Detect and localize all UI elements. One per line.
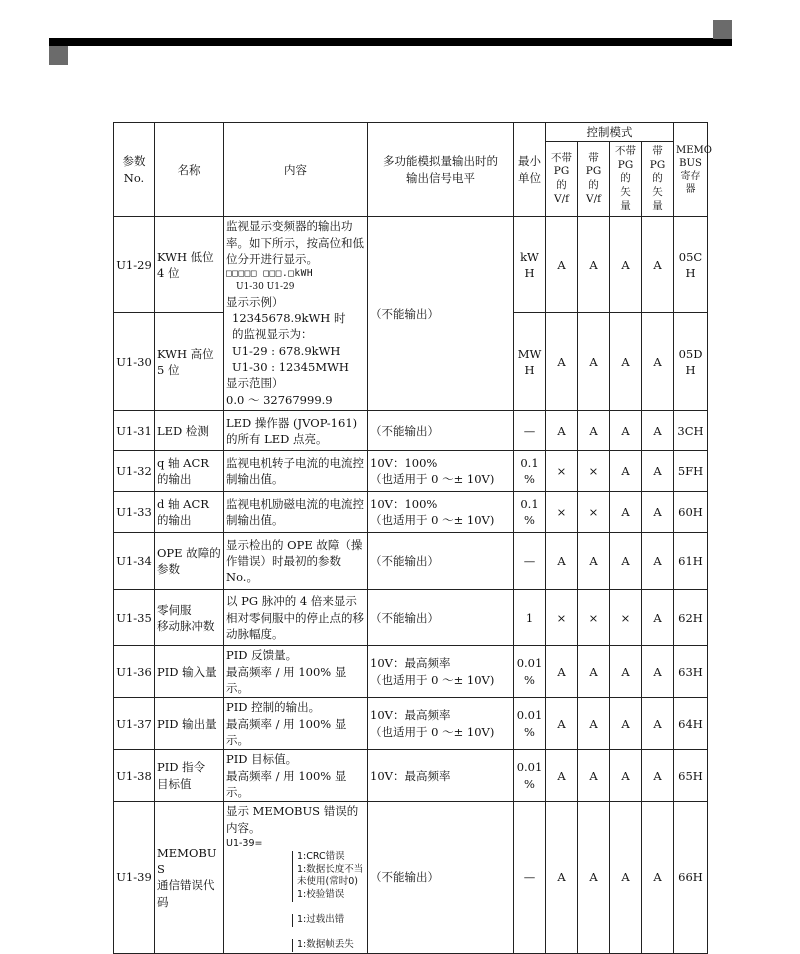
- row-register: 62H: [674, 590, 708, 646]
- row-mode-vf-pg: A: [578, 802, 610, 953]
- table-row: [114, 750, 708, 802]
- row-unit: 0.1 %: [514, 451, 546, 492]
- row-mode-vf-pg: A: [578, 698, 610, 750]
- header-mode-vector: [610, 142, 642, 217]
- error-bit-framing: 1:数据帧丢失: [292, 939, 365, 952]
- error-bit-crc: 1:CRC错误: [292, 851, 365, 864]
- header-name-text: 名称: [177, 162, 201, 177]
- row-code: U1-33: [114, 492, 155, 533]
- row-name: KWH 低位 4 位: [155, 217, 224, 313]
- row-register: 05C H: [674, 217, 708, 313]
- row-output: 10V：最高频率 （也适用于 0 ～± 10V): [368, 646, 514, 698]
- row-mode-vector-pg: A: [642, 492, 674, 533]
- kwh-display-labels: U1-30 U1-29: [236, 281, 295, 292]
- corner-marker-left: [49, 46, 68, 65]
- header-register-text: MEMO BUS 寄存 器: [676, 144, 712, 195]
- row-code: U1-36: [114, 646, 155, 698]
- row-output: （不能输出）: [368, 802, 514, 953]
- row-register: 61H: [674, 533, 708, 590]
- row-output: 10V：最高频率 （也适用于 0 ～± 10V): [368, 698, 514, 750]
- row-code: U1-38: [114, 750, 155, 802]
- row-mode-vf: A: [546, 698, 578, 750]
- row-name: PID 输入量: [155, 646, 224, 698]
- row-mode-vf-pg: A: [578, 313, 610, 411]
- row-name: KWH 高位 5 位: [155, 313, 224, 411]
- row-register: 60H: [674, 492, 708, 533]
- row-output: （不能输出）: [368, 411, 514, 451]
- row-output: 10V：100% （也适用于 0 ～± 10V): [368, 451, 514, 492]
- header-unit: [514, 123, 546, 217]
- kwh-example-4: U1-30 : 12345MWH: [232, 359, 349, 374]
- row-mode-vector: A: [610, 411, 642, 451]
- row-mode-vector: A: [610, 698, 642, 750]
- kwh-display-pattern: □□□□□ □□□.□kWH: [226, 268, 314, 280]
- memobus-desc: 显示 MEMOBUS 错误的内容。: [226, 804, 359, 835]
- row-mode-vector-pg: A: [642, 802, 674, 953]
- header-unit-text: 最小 单位: [518, 154, 541, 185]
- row-register: 63H: [674, 646, 708, 698]
- row-code: U1-37: [114, 698, 155, 750]
- row-output-kwh: （不能输出）: [368, 217, 514, 411]
- row-code: U1-29: [114, 217, 155, 313]
- table-row: [114, 802, 708, 953]
- row-mode-vf-pg: ×: [578, 451, 610, 492]
- kwh-range: 0.0 ～ 32767999.9: [226, 392, 333, 407]
- row-mode-vf: ×: [546, 451, 578, 492]
- row-unit: —: [514, 802, 546, 953]
- row-name: OPE 故障的参数: [155, 533, 224, 590]
- kwh-example-1: 12345678.9kWH 时: [232, 310, 346, 325]
- error-bit-parity: 1:校验错误: [292, 889, 365, 902]
- row-mode-vector: A: [610, 451, 642, 492]
- kwh-example-title: 显示示例）: [226, 294, 284, 309]
- row-mode-vf-pg: ×: [578, 590, 610, 646]
- header-mode-vector-pg: [642, 142, 674, 217]
- kwh-example-2: 的监视显示为：: [232, 327, 313, 342]
- row-unit: —: [514, 533, 546, 590]
- row-mode-vf: ×: [546, 492, 578, 533]
- row-output: （不能输出）: [368, 590, 514, 646]
- header-output: [368, 123, 514, 217]
- row-content: PID 控制的输出。 最高频率 / 用 100% 显示。: [224, 698, 368, 750]
- row-register: 3CH: [674, 411, 708, 451]
- error-diagram-head: U1-39=: [226, 837, 263, 849]
- header-rule: [49, 38, 732, 46]
- row-mode-vf: A: [546, 533, 578, 590]
- row-mode-vf: A: [546, 802, 578, 953]
- header-control-mode-text: 控制模式: [586, 125, 633, 139]
- row-mode-vf: A: [546, 411, 578, 451]
- kwh-example-3: U1-29 : 678.9kWH: [232, 343, 341, 358]
- row-unit: 0.01 %: [514, 646, 546, 698]
- row-unit: kW H: [514, 217, 546, 313]
- row-name: MEMOBU S 通信错误代 码: [155, 802, 224, 953]
- row-mode-vf: ×: [546, 590, 578, 646]
- row-mode-vector: A: [610, 802, 642, 953]
- row-mode-vector: A: [610, 217, 642, 313]
- row-unit: 0.01 %: [514, 698, 546, 750]
- row-mode-vector-pg: A: [642, 698, 674, 750]
- table-row: [114, 698, 708, 750]
- header-code-text: 参数 No.: [122, 154, 146, 185]
- row-mode-vf-pg: A: [578, 646, 610, 698]
- table-row: [114, 492, 708, 533]
- row-mode-vf: A: [546, 750, 578, 802]
- header-mode-vector-pg-text: 带 PG 的 矢 量: [649, 144, 666, 213]
- row-mode-vector: A: [610, 492, 642, 533]
- row-mode-vector-pg: A: [642, 451, 674, 492]
- row-content: 监视电机转子电流的电流控制输出值。: [224, 451, 368, 492]
- header-mode-vf-pg: [578, 142, 610, 217]
- row-mode-vector-pg: A: [642, 313, 674, 411]
- error-bit-overrun: 1:过载出错: [292, 914, 365, 927]
- header-control-mode: [546, 123, 674, 142]
- row-mode-vf-pg: ×: [578, 492, 610, 533]
- row-name: PID 指令 目标值: [155, 750, 224, 802]
- row-register: 66H: [674, 802, 708, 953]
- row-mode-vf: A: [546, 217, 578, 313]
- header-content-text: 内容: [284, 162, 307, 177]
- header-content: [224, 123, 368, 217]
- row-output: （不能输出）: [368, 533, 514, 590]
- row-name: LED 检测: [155, 411, 224, 451]
- row-mode-vf-pg: A: [578, 750, 610, 802]
- row-mode-vector-pg: A: [642, 533, 674, 590]
- row-content-memobus: [224, 802, 368, 953]
- row-mode-vector: A: [610, 646, 642, 698]
- row-register: 05D H: [674, 313, 708, 411]
- row-name: PID 输出量: [155, 698, 224, 750]
- row-mode-vf: A: [546, 313, 578, 411]
- row-register: 5FH: [674, 451, 708, 492]
- row-unit: 0.1 %: [514, 492, 546, 533]
- row-mode-vf-pg: A: [578, 533, 610, 590]
- header-mode-vf: [546, 142, 578, 217]
- error-bit-unused: 未使用(常时0): [292, 876, 365, 889]
- header-name: [155, 123, 224, 217]
- row-code: U1-35: [114, 590, 155, 646]
- row-mode-vector: A: [610, 313, 642, 411]
- table-row: [114, 590, 708, 646]
- row-mode-vf: A: [546, 646, 578, 698]
- row-register: 64H: [674, 698, 708, 750]
- row-name: q 轴 ACR 的输出: [155, 451, 224, 492]
- row-content: 以 PG 脉冲的 4 倍来显示相对零伺服中的停止点的移动脉幅度。: [224, 590, 368, 646]
- row-mode-vector-pg: A: [642, 217, 674, 313]
- row-unit: 0.01 %: [514, 750, 546, 802]
- row-code: U1-39: [114, 802, 155, 953]
- row-code: U1-30: [114, 313, 155, 411]
- row-code: U1-34: [114, 533, 155, 590]
- row-name: d 轴 ACR 的输出: [155, 492, 224, 533]
- row-content: LED 操作器 (JVOP-161) 的所有 LED 点亮。: [224, 411, 368, 451]
- header-mode-vector-text: 不带 PG 的 矢 量: [615, 144, 636, 213]
- row-content: 监视电机励磁电流的电流控制输出值。: [224, 492, 368, 533]
- table-row: [114, 646, 708, 698]
- monitor-parameter-table: [113, 122, 712, 954]
- row-content: PID 目标值。 最高频率 / 用 100% 显示。: [224, 750, 368, 802]
- row-output: 10V：最高频率: [368, 750, 514, 802]
- error-bit-length: 1:数据长度不当: [292, 864, 365, 877]
- error-bit-diagram: [226, 838, 365, 952]
- row-name: 零伺服 移动脉冲数: [155, 590, 224, 646]
- header-register: [674, 123, 712, 217]
- row-mode-vf-pg: A: [578, 411, 610, 451]
- row-content: 显示检出的 OPE 故障（操作错误）时最初的参数 No.。: [224, 533, 368, 590]
- row-content: PID 反馈量。 最高频率 / 用 100% 显示。: [224, 646, 368, 698]
- row-code: U1-32: [114, 451, 155, 492]
- row-content-kwh: [224, 217, 368, 411]
- header-code: [114, 123, 155, 217]
- row-unit: —: [514, 411, 546, 451]
- header-mode-vf-text: 不带 PG 的 V/f: [551, 151, 572, 206]
- row-unit: 1: [514, 590, 546, 646]
- kwh-range-title: 显示范围）: [226, 376, 284, 391]
- table-row: [114, 451, 708, 492]
- row-unit: MW H: [514, 313, 546, 411]
- row-mode-vector: A: [610, 750, 642, 802]
- header-output-text: 多功能模拟量输出时的 输出信号电平: [383, 154, 498, 185]
- table-row: [114, 533, 708, 590]
- row-register: 65H: [674, 750, 708, 802]
- row-mode-vector-pg: A: [642, 750, 674, 802]
- row-mode-vf-pg: A: [578, 217, 610, 313]
- row-mode-vector-pg: A: [642, 646, 674, 698]
- row-mode-vector-pg: A: [642, 411, 674, 451]
- row-code: U1-31: [114, 411, 155, 451]
- row-mode-vector: ×: [610, 590, 642, 646]
- kwh-desc: 监视显示变频器的输出功率。如下所示，按高位和低位分开进行显示。: [226, 219, 364, 266]
- corner-marker-top-right: [713, 20, 732, 39]
- row-mode-vector: A: [610, 533, 642, 590]
- header-mode-vf-pg-text: 带 PG 的 V/f: [585, 151, 602, 206]
- row-output: 10V：100% （也适用于 0 ～± 10V): [368, 492, 514, 533]
- table-row: [114, 411, 708, 451]
- table-row: [114, 217, 708, 313]
- row-mode-vector-pg: A: [642, 590, 674, 646]
